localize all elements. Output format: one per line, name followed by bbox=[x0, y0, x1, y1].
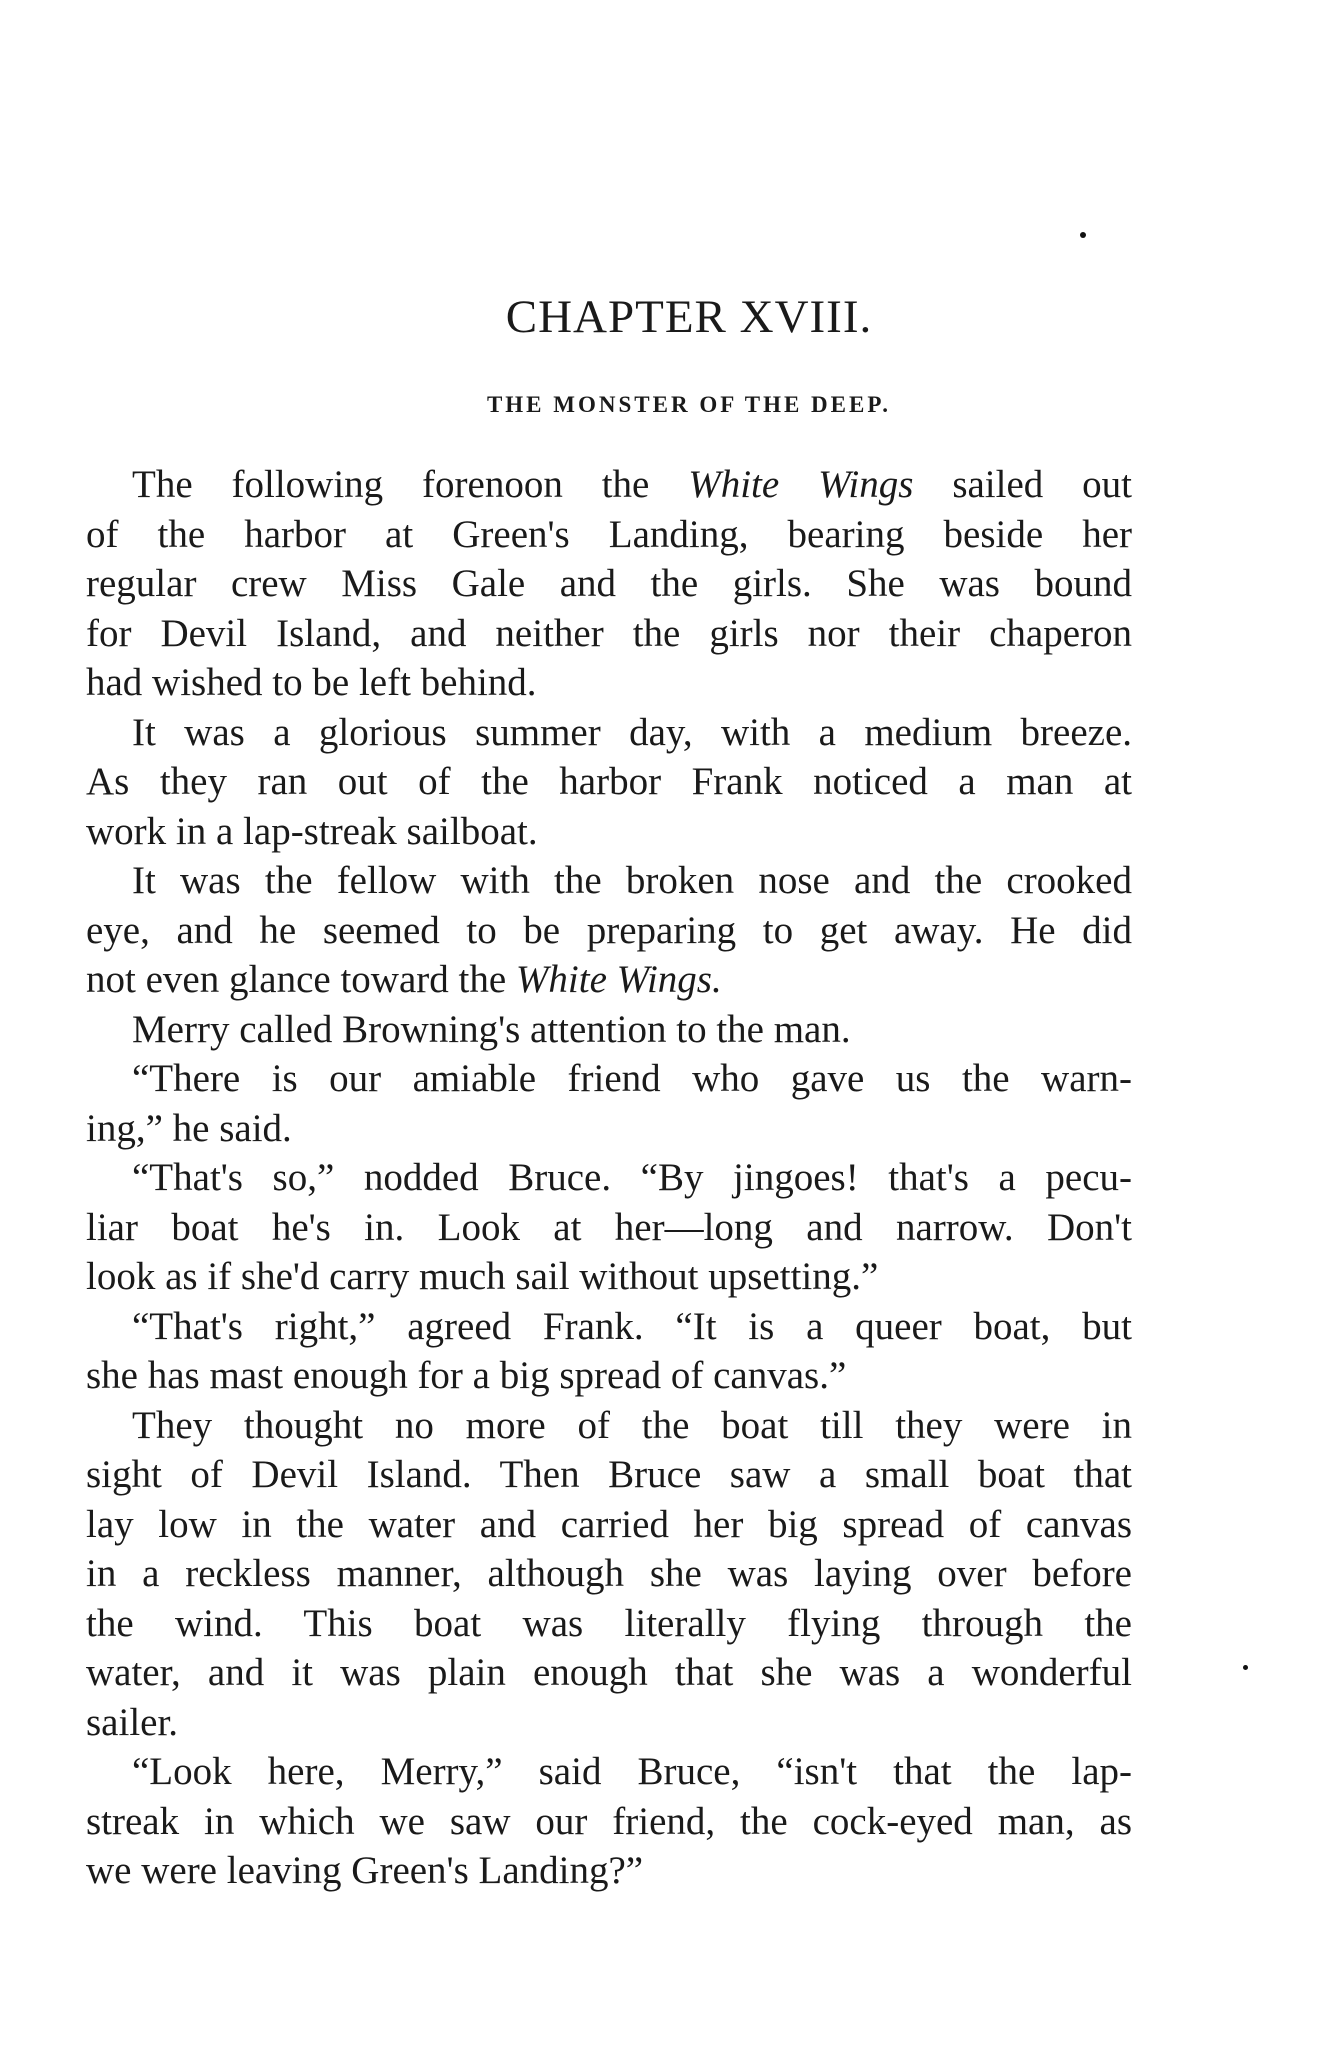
page-speck bbox=[1080, 232, 1086, 238]
text-run: in a reckless manner, although she was laying over before bbox=[86, 1552, 1132, 1595]
text-line bbox=[86, 856, 1132, 906]
text-run: work in a lap-streak sailboat. bbox=[86, 809, 538, 853]
text-line bbox=[86, 460, 1132, 510]
paragraph bbox=[86, 1302, 1132, 1401]
chapter-title: CHAPTER XVIII. bbox=[505, 291, 873, 343]
text-run: had wished to be left behind. bbox=[86, 661, 537, 704]
text-run: It was a glorious summer day, with a medium breeze. bbox=[132, 710, 1132, 754]
text-run: “There is our amiable friend who gave us the warn- bbox=[132, 1057, 1132, 1100]
text-run: the wind. This boat was literally flying through the bbox=[86, 1601, 1132, 1645]
paragraph bbox=[86, 1401, 1132, 1748]
text-run: liar boat he's in. Look at her—long and narrow. Don't bbox=[86, 1205, 1132, 1249]
text-line bbox=[86, 1846, 1132, 1896]
text-run: They thought no more of the boat till they were in bbox=[132, 1403, 1132, 1447]
text-run: eye, and he seemed to be preparing to get away. He did bbox=[86, 908, 1132, 952]
text-line bbox=[86, 1698, 1132, 1748]
text-run: she has mast enough for a big spread of canvas.” bbox=[86, 1354, 847, 1397]
paragraph bbox=[86, 1747, 1132, 1896]
text-run: sight of Devil Island. Then Bruce saw a small boat that bbox=[86, 1453, 1132, 1496]
text-run: sailer. bbox=[86, 1700, 179, 1744]
body-text bbox=[86, 460, 1132, 1896]
text-line bbox=[86, 559, 1132, 609]
chapter-subtitle: THE MONSTER OF THE DEEP. bbox=[486, 392, 892, 417]
text-line bbox=[86, 1747, 1132, 1797]
text-line bbox=[86, 1302, 1132, 1352]
text-line bbox=[86, 1005, 1132, 1055]
text-run: we were leaving Green's Landing?” bbox=[86, 1849, 644, 1892]
text-line bbox=[86, 658, 1132, 708]
text-line bbox=[86, 510, 1132, 560]
text-line bbox=[86, 1203, 1132, 1253]
text-line bbox=[86, 1104, 1132, 1154]
text-run: regular crew Miss Gale and the girls. She was bound bbox=[86, 562, 1132, 605]
paragraph bbox=[86, 1153, 1132, 1302]
text-run: lay low in the water and carried her big spread of canvas bbox=[86, 1502, 1132, 1546]
text-line bbox=[86, 1599, 1132, 1649]
text-line bbox=[86, 906, 1132, 956]
text-run: water, and it was plain enough that she was a wonderful bbox=[86, 1651, 1132, 1694]
text-line bbox=[86, 1153, 1132, 1203]
text-run: not even glance toward the bbox=[86, 958, 516, 1001]
text-run: As they ran out of the harbor Frank noticed a man at bbox=[86, 760, 1132, 803]
text-line bbox=[86, 1648, 1132, 1698]
italic-text: White Wings bbox=[688, 463, 914, 506]
paragraph bbox=[86, 1005, 1132, 1055]
paragraph bbox=[86, 708, 1132, 857]
text-line bbox=[86, 757, 1132, 807]
text-run: look as if she'd carry much sail without upsetting.” bbox=[86, 1255, 879, 1298]
text-line bbox=[86, 1252, 1132, 1302]
text-line bbox=[86, 1401, 1132, 1451]
text-line bbox=[86, 955, 1132, 1005]
paragraph bbox=[86, 1054, 1132, 1153]
page-speck bbox=[1243, 1665, 1248, 1670]
text-line bbox=[86, 1549, 1132, 1599]
text-line bbox=[86, 1351, 1132, 1401]
text-run: ing,” he said. bbox=[86, 1106, 292, 1150]
text-run: “That's right,” agreed Frank. “It is a queer boat, but bbox=[132, 1304, 1132, 1348]
text-line bbox=[86, 1797, 1132, 1847]
italic-text: White Wings. bbox=[515, 958, 722, 1001]
text-run: Merry called Browning's attention to the man. bbox=[132, 1007, 851, 1051]
text-line bbox=[86, 807, 1132, 857]
text-line bbox=[86, 609, 1132, 659]
text-run: It was the fellow with the broken nose and the crooked bbox=[132, 859, 1132, 902]
text-run: “That's so,” nodded Bruce. “By jingoes! that's a pecu- bbox=[132, 1156, 1132, 1199]
text-run: for Devil Island, and neither the girls nor their chaperon bbox=[86, 611, 1132, 655]
text-run: “Look here, Merry,” said Bruce, “isn't that the lap- bbox=[132, 1750, 1132, 1793]
text-line bbox=[86, 1450, 1132, 1500]
text-line bbox=[86, 1054, 1132, 1104]
text-run: sailed out bbox=[913, 463, 1132, 506]
text-run: of the harbor at Green's Landing, bearing beside her bbox=[86, 512, 1132, 556]
text-line bbox=[86, 708, 1132, 758]
text-run: streak in which we saw our friend, the cock-eyed man, as bbox=[86, 1799, 1132, 1843]
paragraph bbox=[86, 460, 1132, 708]
paragraph bbox=[86, 856, 1132, 1005]
text-run: The following forenoon the bbox=[132, 463, 689, 506]
text-line bbox=[86, 1500, 1132, 1550]
